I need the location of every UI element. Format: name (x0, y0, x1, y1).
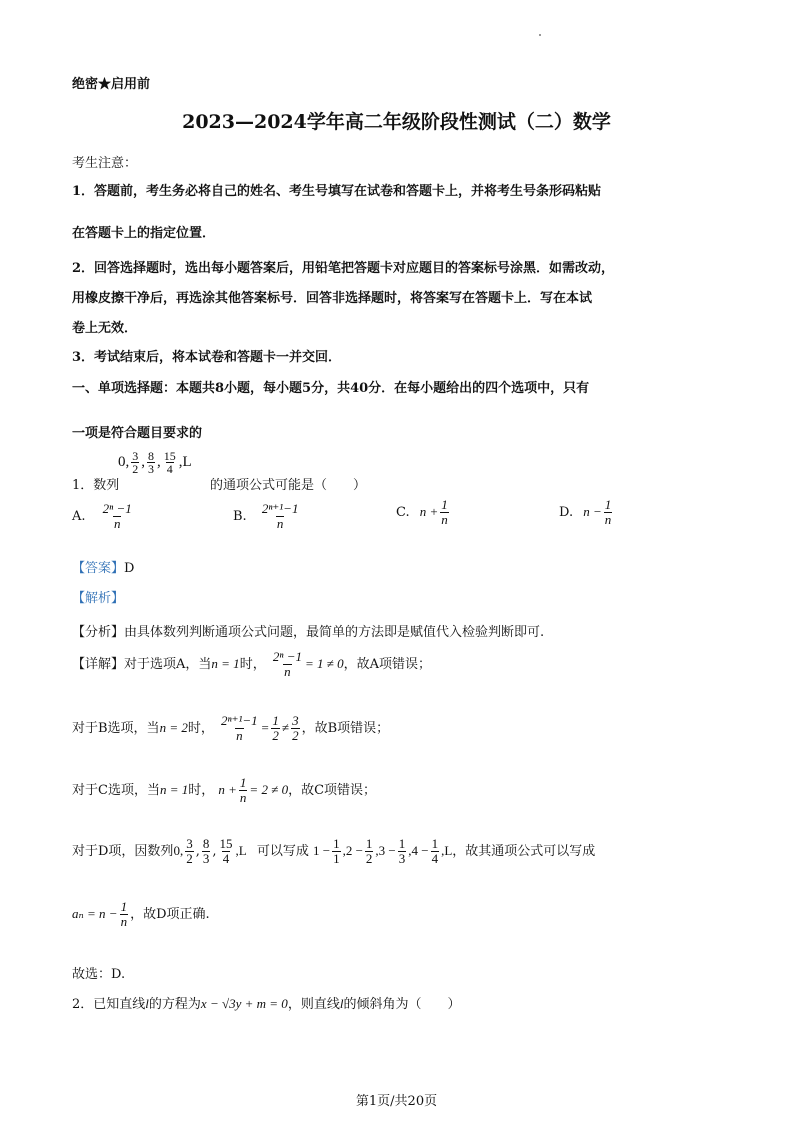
q1-option-a: A. $\frac{\text{2ⁿ −1}}{n}$ (72, 501, 132, 531)
q1-fenxi: 【分析】由具体数列判断通项公式问题，最简单的方法即是赋值代入检验判断即可. (72, 625, 545, 640)
notice-item-2-line-3: 卷上无效． (72, 321, 138, 336)
q1-answer: 【答案】D (72, 561, 135, 576)
notice-heading: 考生注意： (72, 156, 138, 171)
notice-item-3: 3．考试结束后，将本试卷和答题卡一并交回． (72, 350, 342, 365)
notice-item-2-line-2: 用橡皮擦干净后，再选涂其他答案标号．回答非选择题时，将答案写在答题卡上．写在本试 (72, 291, 593, 306)
q1-general-formula: aₙ = n − $\frac{1}{n}$ ，故D项正确. (72, 899, 210, 929)
q1-detail-a: 【详解】对于选项A，当n = 1时， $\frac{\text{2ⁿ −1}}{n}$ = 1 ≠ 0，故A项错误； (72, 649, 432, 679)
q2-stem: 2．已知直线l的方程为x − √3y + m = 0，则直线l的倾斜角为（ ） (72, 996, 461, 1012)
page-title: 2023—2024学年高二年级阶段性测试（二）数学 (182, 111, 611, 133)
section-heading-line-1: 一、单项选择题：本题共8小题，每小题5分，共40分．在每小题给出的四个选项中，只有 (72, 381, 590, 396)
q1-option-d: D. n − $\frac{1}{n}$ (559, 497, 612, 527)
q1-detail-d: 对于D项，因数列0, $\frac{3}{2}$ , $\frac{8}{3}$ , $\frac{15}{4}$ ,L 可以写成 1 − $\frac{1}{1}$ ,2 − $\frac{1}{2}$ ,3 − $\frac{1}{3}$ ,4 − $\frac{1}{4}$ ,L，故其通项公式可以写成 (72, 836, 596, 866)
q1-suffix: 的通项公式可能是（ ） (210, 478, 367, 493)
notice-item-1-line-2: 在答题卡上的指定位置． (72, 226, 216, 241)
q1-option-b: B. $\frac{\text{2ⁿ⁺¹−1}}{n}$ (233, 501, 299, 531)
q1-analysis-tag: 【解析】 (72, 591, 125, 606)
q1-sequence: 0, $\frac{3}{2}$ , $\frac{8}{3}$ , $\frac{15}{4}$ ,L (118, 449, 192, 476)
notice-item-1-line-1: 1．答题前，考生务必将自己的姓名、考生号填写在试卷和答题卡上，并将考生号条形码粘贴 (72, 184, 602, 199)
confidential-label: 绝密★启用前 (72, 77, 151, 92)
page-number: 第1页/共20页 (355, 1094, 438, 1109)
q1-choose: 故选：D. (72, 967, 126, 982)
q1-detail-b: 对于B选项，当n = 2时， $\frac{\text{2ⁿ⁺¹−1}}{n}$ = $\frac{1}{2}$ ≠ $\frac{3}{2}$ ，故B项错误； (72, 713, 390, 743)
notice-item-2-line-1: 2．回答选择题时，选出每小题答案后，用铅笔把答题卡对应题目的答案标号涂黑．如需改动， (72, 261, 615, 276)
q1-detail-c: 对于C选项，当n = 1时， n + $\frac{1}{n}$ = 2 ≠ 0，故C项错误； (72, 775, 377, 805)
q1-prefix: 1．数列 (72, 478, 120, 493)
scan-dot (539, 34, 541, 36)
section-heading-line-2: 一项是符合题目要求的 (72, 426, 203, 441)
q1-option-c: C. n + $\frac{1}{n}$ (396, 497, 448, 527)
